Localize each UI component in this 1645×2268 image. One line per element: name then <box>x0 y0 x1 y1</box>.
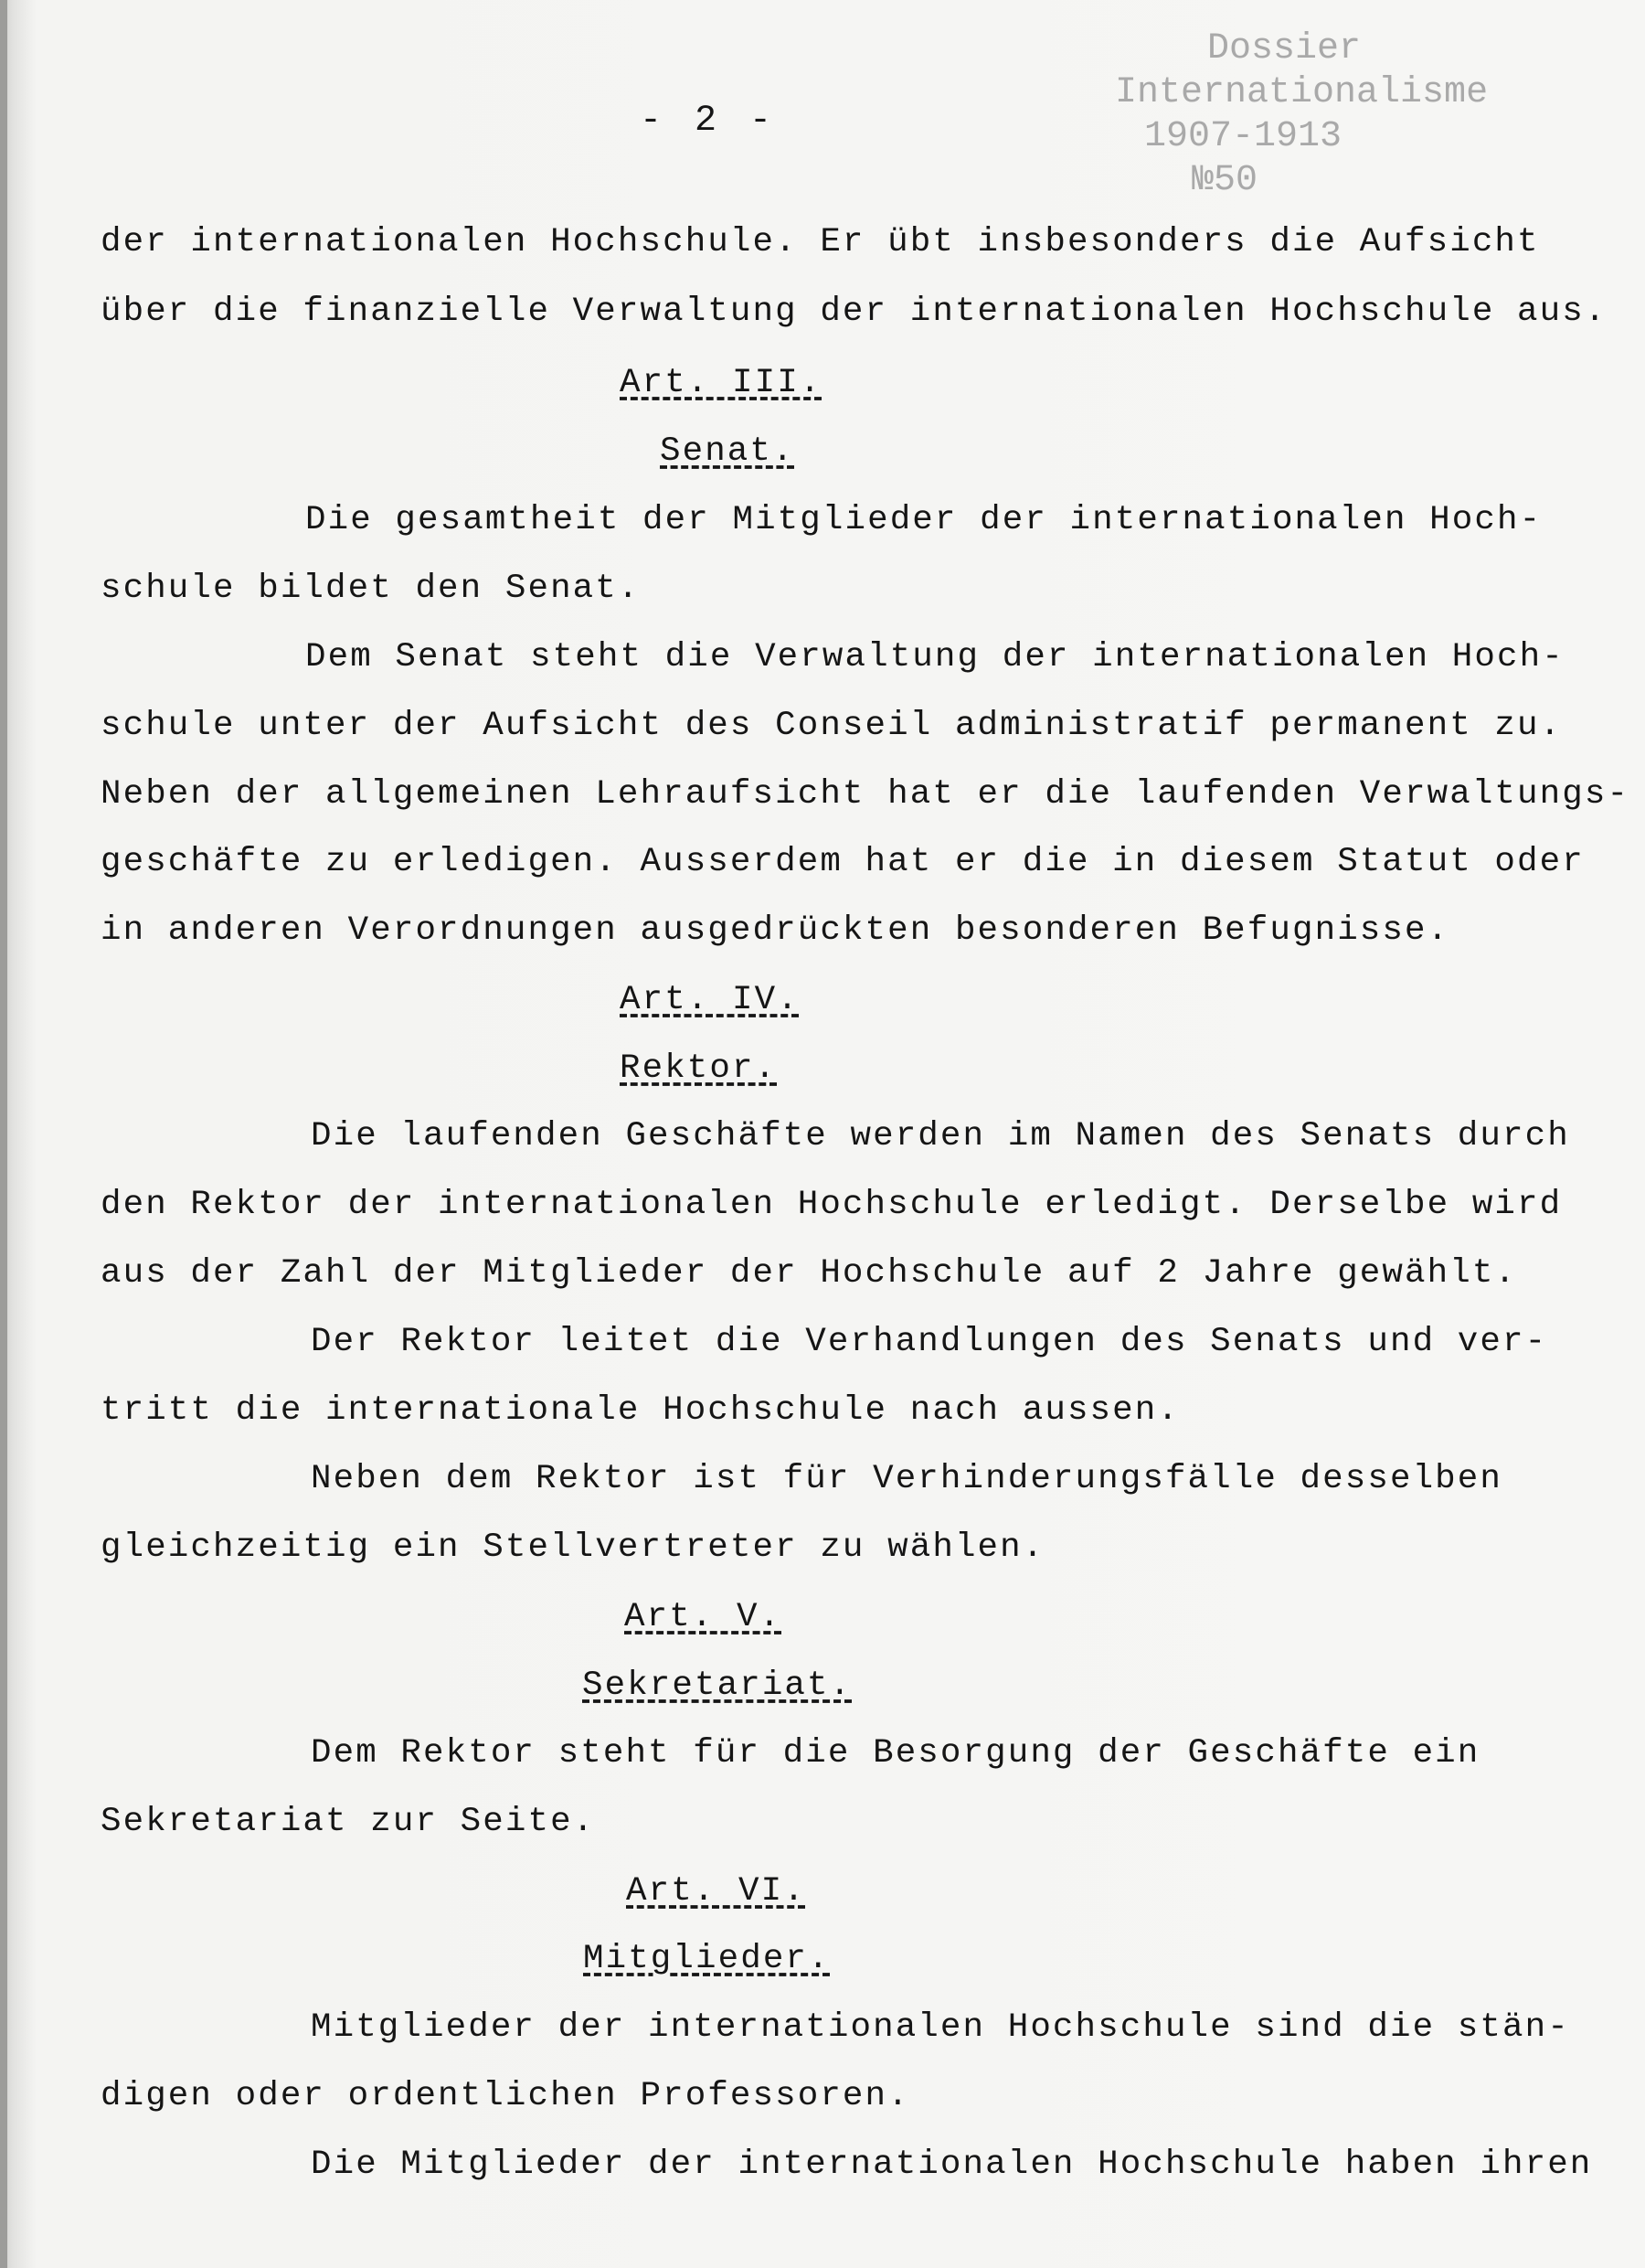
section-title: Mitglieder. <box>583 1940 831 1978</box>
text-line: über die finanzielle Verwaltung der internationalen Hochschule aus. <box>101 293 1608 331</box>
stamp-line-2: Internationalisme <box>1115 72 1489 113</box>
stamp-line-3: 1907-1913 <box>1143 116 1343 157</box>
text-line: Dem Rektor steht für die Besorgung der Geschäfte ein <box>311 1734 1480 1773</box>
text-line: Neben der allgemeinen Lehraufsicht hat er die laufenden Verwaltungs- <box>101 775 1630 814</box>
text-line: Dem Senat steht die Verwaltung der internationalen Hoch- <box>305 638 1565 676</box>
text-line: digen oder ordentlichen Professoren. <box>101 2077 910 2115</box>
text-line: tritt die internationale Hochschule nach aussen. <box>101 1391 1180 1430</box>
text-line: Der Rektor leitet die Verhandlungen des Senats und ver- <box>311 1323 1548 1361</box>
article-heading: Art. IV. <box>620 981 800 1019</box>
text-line: Die laufenden Geschäfte werden im Namen des Senats durch <box>311 1117 1570 1155</box>
text-line: Die gesamtheit der Mitglieder der internationalen Hoch- <box>305 501 1543 539</box>
text-line: schule bildet den Senat. <box>101 570 641 608</box>
text-line: der internationalen Hochschule. Er übt insbesonders die Aufsicht <box>101 223 1540 261</box>
text-line: Sekretariat zur Seite. <box>101 1803 596 1841</box>
text-line: aus der Zahl der Mitglieder der Hochschule auf 2 Jahre gewählt. <box>101 1254 1518 1293</box>
text-line: schule unter der Aufsicht des Conseil administratif permanent zu. <box>101 707 1563 745</box>
text-line: geschäfte zu erledigen. Ausserdem hat er die in diesem Statut oder <box>101 843 1585 881</box>
section-title: Rektor. <box>620 1049 778 1088</box>
text-line: in anderen Verordnungen ausgedrückten besonderen Befugnisse. <box>101 911 1450 950</box>
article-heading: Art. V. <box>624 1598 782 1636</box>
article-heading: Art. III. <box>620 364 822 402</box>
article-heading: Art. VI. <box>626 1872 806 1911</box>
section-title: Senat. <box>660 432 795 471</box>
text-line: Mitglieder der internationalen Hochschule sind die stän- <box>311 2008 1570 2047</box>
page-edge <box>0 0 7 2268</box>
stamp-line-1: Dossier <box>1206 28 1362 69</box>
stamp-line-4: №50 <box>1191 160 1258 201</box>
section-title: Sekretariat. <box>582 1666 853 1705</box>
page-number: - 2 - <box>640 101 778 142</box>
archive-stamp <box>1097 27 1489 203</box>
text-line: gleichzeitig ein Stellvertreter zu wählen. <box>101 1528 1045 1567</box>
text-line: den Rektor der internationalen Hochschule erledigt. Derselbe wird <box>101 1186 1563 1224</box>
text-line: Neben dem Rektor ist für Verhinderungsfälle desselben <box>311 1460 1502 1498</box>
text-line: Die Mitglieder der internationalen Hochschule haben ihren <box>311 2146 1593 2184</box>
